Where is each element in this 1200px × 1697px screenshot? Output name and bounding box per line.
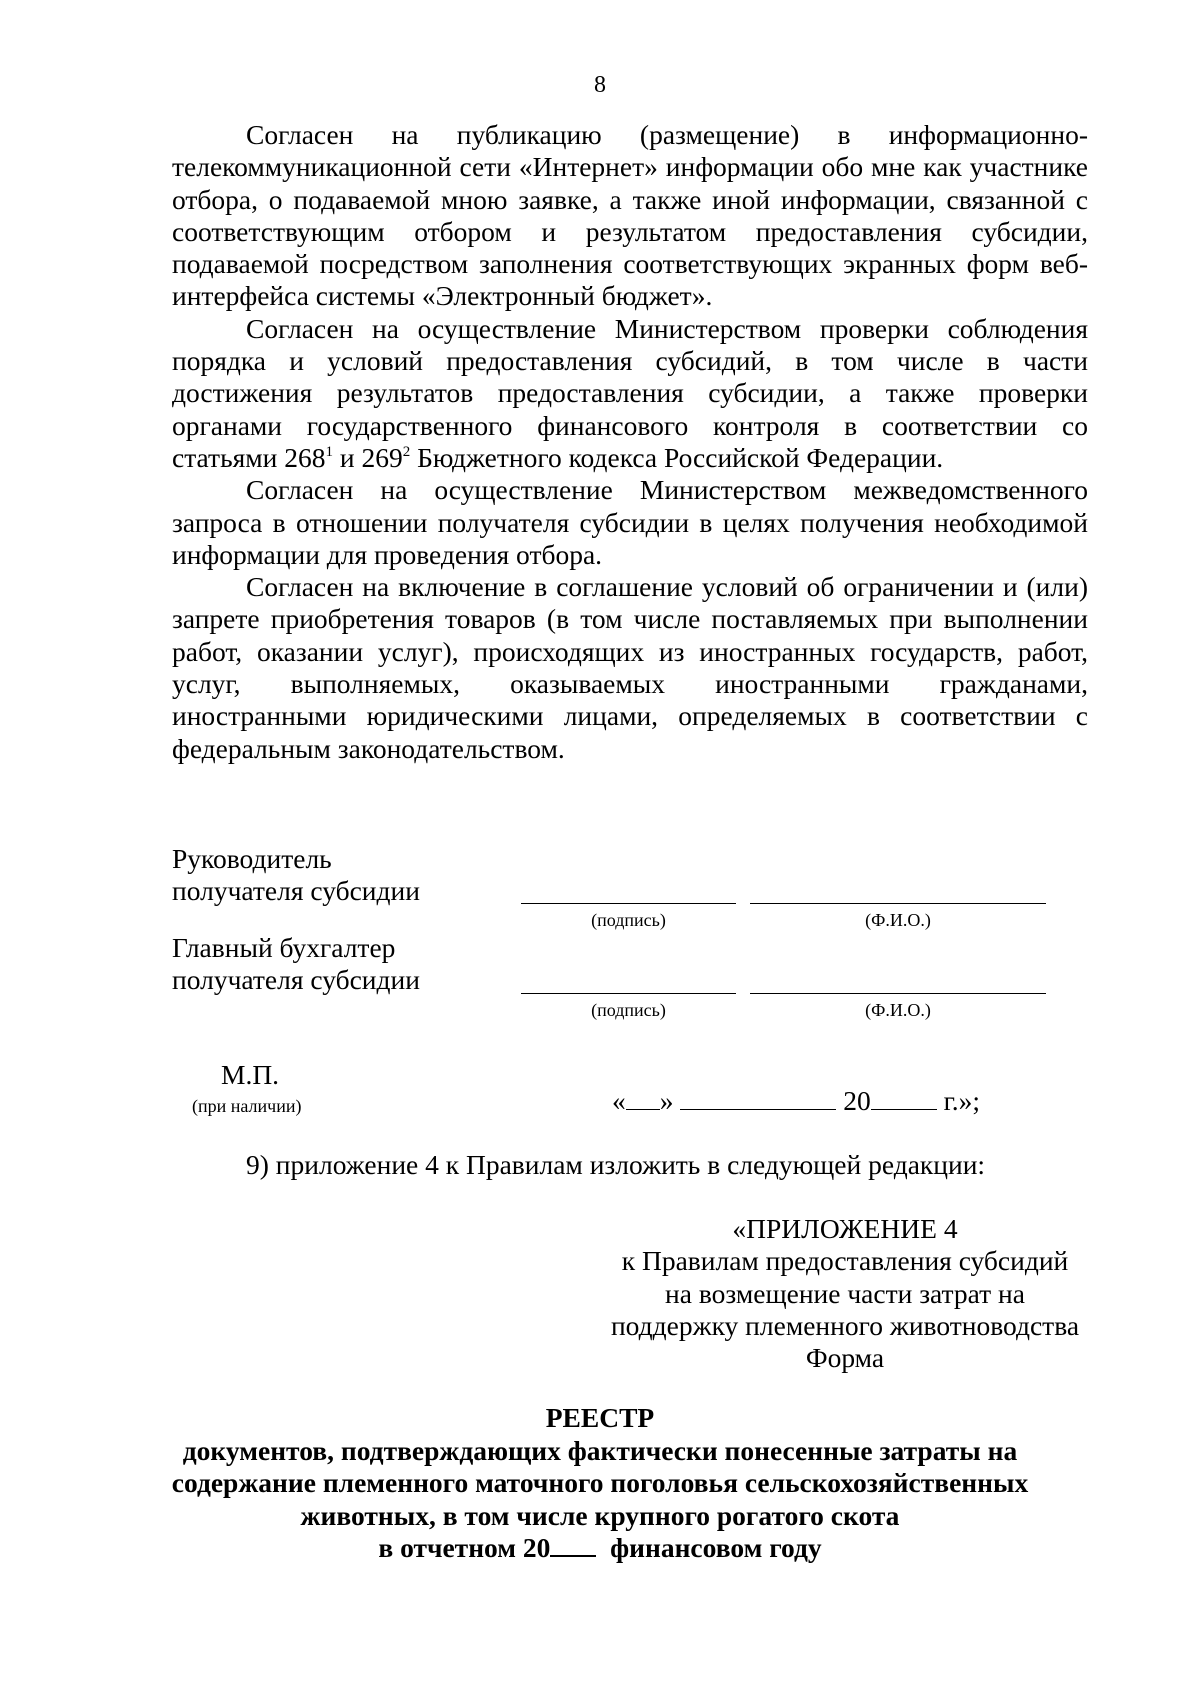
footnote-superscript-2: 2	[402, 443, 411, 460]
consent-paragraphs	[172, 119, 1088, 765]
consent-paragraph-foreign-goods: Согласен на включение в соглашение условий об ограничении и (или) запрете приобретения товаров (в том числе поставляемых при выполнении работ, оказании услуг), происходящих из иностранных государств, работ, услуг, выполняемых, оказываемых иностранными гражданами, иностранными юридическими лицами, определяемых в соответствии с федеральным законодательством.	[172, 571, 1088, 764]
appendix-line-breeding: поддержку племенного животноводства	[610, 1309, 1080, 1341]
consent-paragraph-inspection	[172, 313, 1088, 474]
register-subtitle-line: документов, подтверждающих фактически понесенные затраты на	[182, 1434, 1018, 1466]
head-signature-caption: (подпись)	[591, 910, 666, 930]
consent-paragraph-publication: Согласен на публикацию (размещение) в информационно-телекоммуникационной сети «Интернет» информации обо мне как участнике отбора, о подаваемой мною заявке, а также иной информации, связанной с соответствующим отбором и результатом предоставления субсидии, подаваемой посредством заполнения соответствующих экранных форм веб-интерфейса системы «Электронный бюджет».	[172, 119, 1088, 312]
reporting-year-blank	[550, 1533, 596, 1557]
appendix-line-compensation: на возмещение части затрат на	[665, 1277, 1025, 1309]
appendix-title: «ПРИЛОЖЕНИЕ 4	[732, 1213, 958, 1244]
register-subtitle-line: содержание племенного маточного поголовья сельскохозяйственных	[171, 1467, 1029, 1498]
day-blank	[626, 1089, 660, 1110]
appendix-header	[595, 1213, 1095, 1374]
accountant-name-caption: (Ф.И.О.)	[865, 1000, 931, 1020]
month-blank	[680, 1089, 836, 1110]
head-name-caption: (Ф.И.О.)	[865, 910, 931, 930]
head-signatory-label: Руководитель получателя субсидии	[172, 843, 420, 907]
accountant-signature-line	[521, 993, 736, 994]
register-subtitle-line: животных, в том числе крупного рогатого скота	[300, 1499, 900, 1531]
consent-paragraph-interagency-request: Согласен на осуществление Министерством межведомственного запроса в отношении получателя субсидии в целях получения необходимой информации для проведения отбора.	[172, 474, 1088, 570]
page-number: 8	[594, 72, 606, 98]
accountant-name-line	[750, 993, 1046, 994]
head-signature-line	[521, 903, 736, 904]
appendix-form-label: Форма	[805, 1342, 885, 1374]
stamp-note: (при наличии)	[192, 1096, 302, 1116]
appendix-line-rules: к Правилам предоставления субсидий	[621, 1245, 1069, 1277]
footnote-superscript-1: 1	[325, 443, 334, 460]
register-title	[130, 1402, 1070, 1565]
head-name-line	[750, 903, 1046, 904]
budget-code-reference: статьями $268^1$ и $269^2$ Бюджетного кодекса Российской Федерации.	[172, 441, 944, 473]
register-heading: РЕЕСТР	[545, 1402, 655, 1433]
accountant-signatory-label: Главный бухгалтер получателя субсидии	[172, 932, 420, 996]
year-blank	[871, 1089, 937, 1110]
stamp-label: М.П.	[221, 1059, 280, 1090]
accountant-signature-caption: (подпись)	[591, 1000, 666, 1020]
date-line: « » 20 г.»;	[612, 1085, 981, 1116]
register-year-line: в отчетном 20 финансовом году	[378, 1532, 822, 1563]
consent-paragraph-inspection-text: Согласен на осуществление Министерством проверки соблюдения порядка и условий предоставления субсидий, в том числе в части достижения результатов предоставления субсидии, а также проверки органами государственного финансового контроля в соответствии со	[172, 312, 1088, 441]
amendment-text: 9) приложение 4 к Правилам изложить в следующей редакции:	[246, 1149, 986, 1180]
